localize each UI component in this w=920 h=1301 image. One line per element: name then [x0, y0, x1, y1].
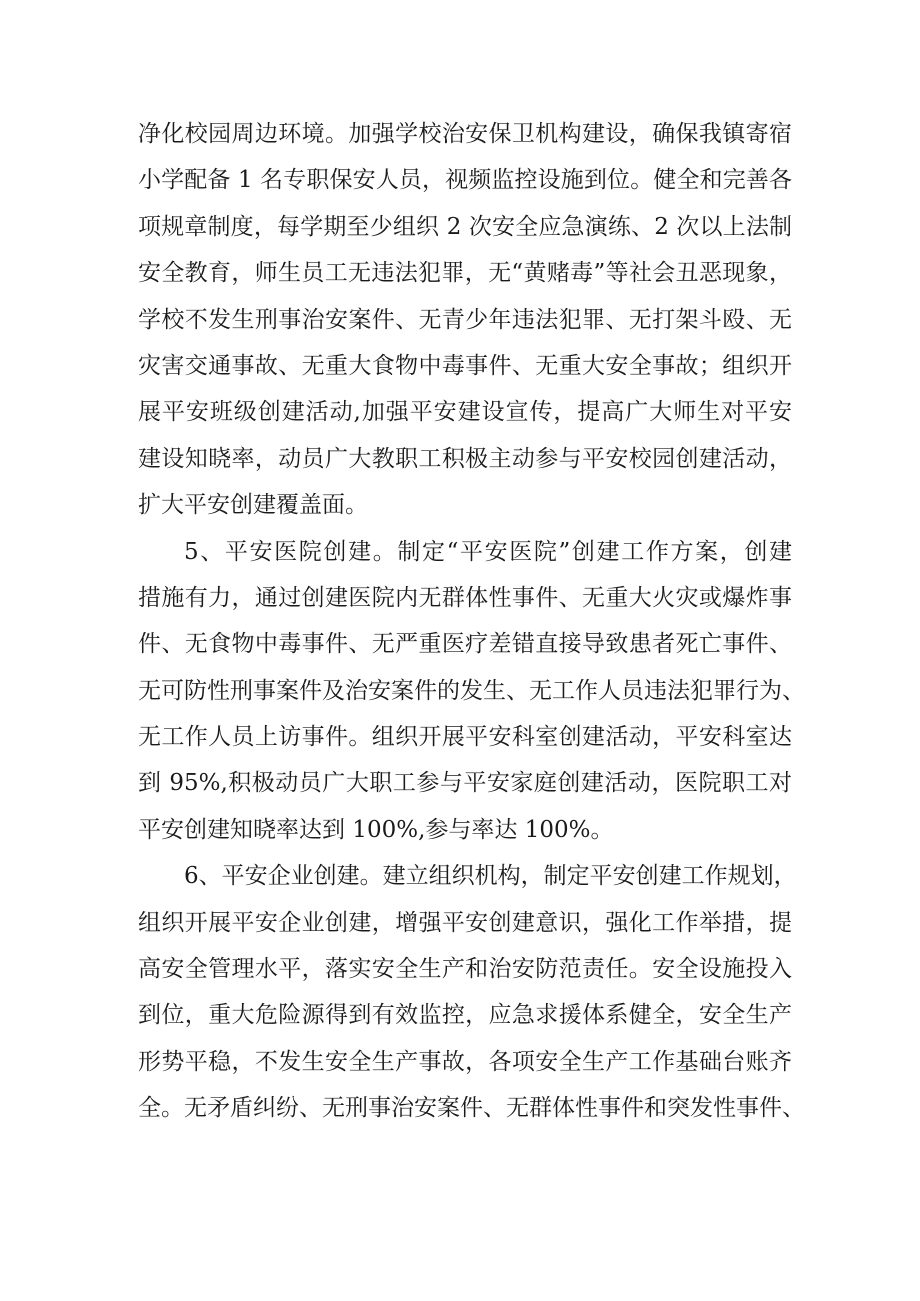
text-line: 灾害交通事故、无重大食物中毒事件、无重大安全事故；组织开 — [138, 352, 792, 379]
text-line: 小学配备 1 名专职保安人员，视频监控设施到位。健全和完善各 — [138, 167, 792, 194]
text-line: 到 95%,积极动员广大职工参与平安家庭创建活动，医院职工对 — [138, 770, 792, 797]
text-line: 净化校园周边环境。加强学校治安保卫机构建设，确保我镇寄宿 — [138, 121, 792, 147]
text-line: 学校不发生刑事治安案件、无青少年违法犯罪、无打架斗殴、无 — [138, 306, 792, 333]
document-body — [138, 111, 805, 1132]
paragraph-enterprise-safety — [138, 853, 805, 1131]
text-line: 无工作人员上访事件。组织开展平安科室创建活动，平安科室达 — [138, 724, 792, 751]
text-line: 6、平安企业创建。建立组织机构，制定平安创建工作规划， — [184, 863, 797, 890]
text-line: 安全教育，师生员工无违法犯罪，无“黄赌毒”等社会丑恶现象， — [138, 260, 792, 287]
paragraph-hospital-safety — [138, 529, 805, 854]
text-line: 建设知晓率，动员广大教职工积极主动参与平安校园创建活动， — [138, 445, 792, 472]
text-line: 展平安班级创建活动,加强平安建设宣传，提高广大师生对平安 — [138, 399, 792, 426]
text-line: 无可防性刑事案件及治安案件的发生、无工作人员违法犯罪行为、 — [138, 677, 805, 704]
text-line: 措施有力，通过创建医院内无群体性事件、无重大火灾或爆炸事 — [138, 584, 792, 611]
text-line: 到位，重大危险源得到有效监控，应急求援体系健全，安全生产 — [138, 1002, 792, 1029]
text-line: 件、无食物中毒事件、无严重医疗差错直接导致患者死亡事件、 — [138, 631, 792, 658]
text-line: 项规章制度，每学期至少组织 2 次安全应急演练、2 次以上法制 — [138, 213, 792, 240]
text-line: 平安创建知晓率达到 100%,参与率达 100%。 — [138, 816, 614, 843]
text-line: 组织开展平安企业创建，增强平安创建意识，强化工作举措，提 — [138, 909, 792, 936]
text-line: 全。无矛盾纠纷、无刑事治安案件、无群体性事件和突发性事件、 — [138, 1095, 805, 1122]
text-line: 扩大平安创建覆盖面。 — [138, 492, 368, 519]
paragraph-campus-safety — [138, 111, 792, 529]
text-line: 5、平安医院创建。制定“平安医院”创建工作方案，创建 — [184, 538, 792, 565]
text-line: 形势平稳，不发生安全生产事故，各项安全生产工作基础台账齐 — [138, 1048, 792, 1075]
text-line: 高安全管理水平，落实安全生产和治安防范责任。安全设施投入 — [138, 956, 792, 983]
